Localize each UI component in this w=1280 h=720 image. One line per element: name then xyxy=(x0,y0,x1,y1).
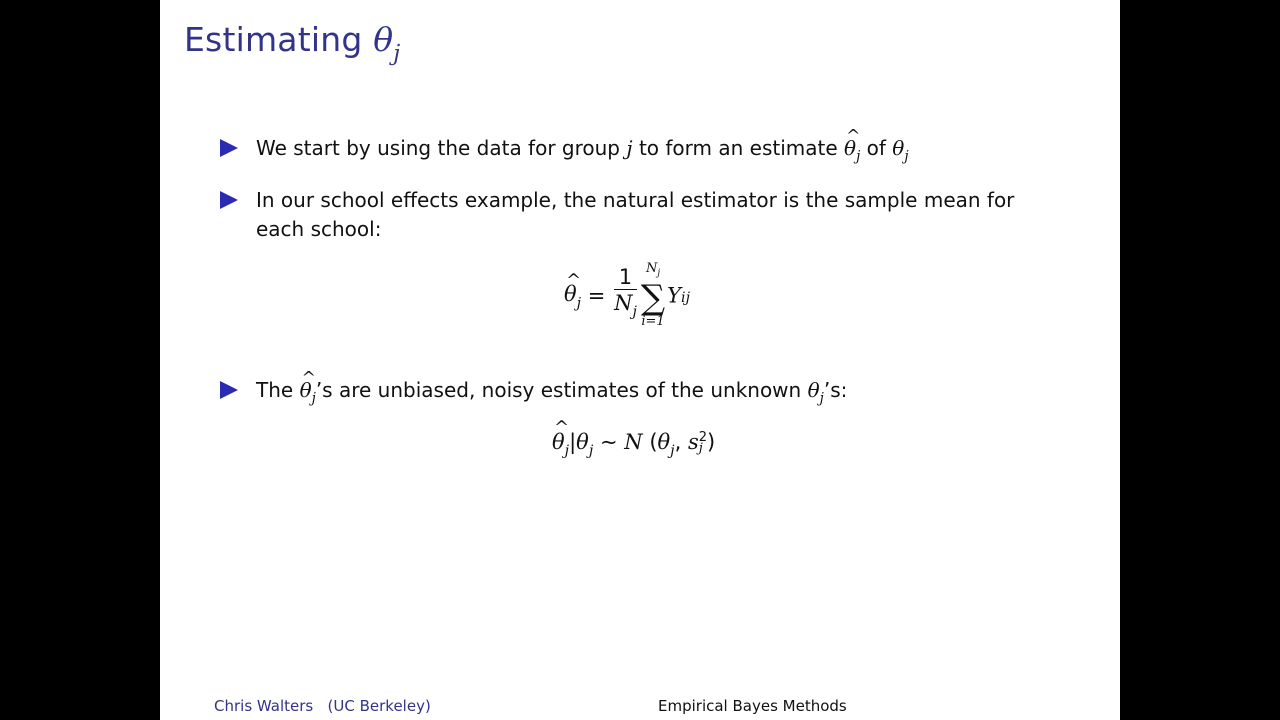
bullet-triangle-icon xyxy=(220,139,238,157)
bullet-3-text-2: ’s are unbiased, noisy estimates of the unknown xyxy=(315,378,802,402)
slide-title xyxy=(184,20,400,66)
eq2-N: N xyxy=(624,430,643,454)
bullet-1-j: j xyxy=(626,136,633,160)
eq2-sim: ∼ xyxy=(599,430,618,454)
eq1-lhs-sub: j xyxy=(576,295,582,312)
eq2-theta: θ xyxy=(576,430,589,454)
bullet-3-text-3: ’s: xyxy=(823,378,848,402)
eq2-b-sub: j xyxy=(588,442,594,459)
eq2-comma: , xyxy=(674,430,682,454)
eq2-s-sup: 2 xyxy=(698,429,708,445)
eq1-Y-sub: ij xyxy=(681,290,691,307)
eq1-den-sub: j xyxy=(632,304,637,321)
bullet-1-theta: θ xyxy=(892,136,905,160)
eq1-denominator xyxy=(614,290,637,325)
eq2-theta-hat: ^ θ xyxy=(552,430,565,454)
bullet-2-text: In our school effects example, the natural estimator is the sample mean for each school: xyxy=(256,188,1015,241)
bullet-1-sub: j xyxy=(856,148,861,165)
equation-sample-mean xyxy=(564,262,690,329)
eq1-sigma: ∑ xyxy=(640,277,666,318)
bullet-3-sub-2: j xyxy=(819,390,824,407)
footer-author xyxy=(214,697,431,715)
eq2-lparen: ( xyxy=(649,430,658,454)
eq1-fraction xyxy=(614,265,637,325)
eq1-Y: Y xyxy=(667,283,682,308)
eq1-equals: = xyxy=(587,283,606,308)
bullet-3 xyxy=(256,376,1036,414)
eq2-theta-2: θ xyxy=(657,430,671,454)
eq1-numerator: 1 xyxy=(614,265,637,290)
bullet-triangle-icon xyxy=(220,381,238,399)
eq2-s: s xyxy=(687,430,699,454)
eq2-s-scripts xyxy=(698,429,708,457)
bullet-1 xyxy=(256,134,1036,172)
eq1-sum-upper-N: N xyxy=(645,261,658,276)
title-subscript: j xyxy=(393,40,401,67)
eq2-a-sub: j xyxy=(564,442,570,459)
bullet-1-theta-hat: ^ θ xyxy=(844,134,856,163)
footer-author-name: Chris Walters xyxy=(214,697,314,715)
bullet-1-text-3: of xyxy=(866,136,886,160)
eq2-c-sub: j xyxy=(670,442,675,459)
eq1-summation xyxy=(641,262,665,329)
eq1-sum-lower: i=1 xyxy=(641,313,665,329)
eq1-den-N: N xyxy=(614,291,633,316)
bullet-3-sub: j xyxy=(311,390,316,407)
eq1-sum-upper-sub: j xyxy=(657,268,661,279)
bullet-2 xyxy=(256,186,1036,244)
bullet-1-text-2: to form an estimate xyxy=(638,136,838,160)
footer-affiliation: (UC Berkeley) xyxy=(327,697,431,715)
eq2-s-sub: j xyxy=(698,441,703,457)
eq1-theta-hat: ^ θ xyxy=(564,282,577,306)
eq2-bar: | xyxy=(569,430,577,454)
bullet-3-text: The xyxy=(256,378,294,402)
bullet-1-text: We start by using the data for group xyxy=(256,136,621,160)
bullet-3-theta-hat: ^ θ xyxy=(300,376,312,405)
equation-distribution xyxy=(552,430,715,459)
bullet-triangle-icon xyxy=(220,191,238,209)
eq2-rparen: ) xyxy=(707,430,716,454)
title-text: Estimating xyxy=(184,20,363,59)
bullet-3-theta: θ xyxy=(807,378,820,402)
title-theta: θ xyxy=(373,20,394,59)
footer-talk-title: Empirical Bayes Methods xyxy=(658,697,847,715)
bullet-1-sub-2: j xyxy=(904,148,909,165)
slide xyxy=(160,0,1120,720)
